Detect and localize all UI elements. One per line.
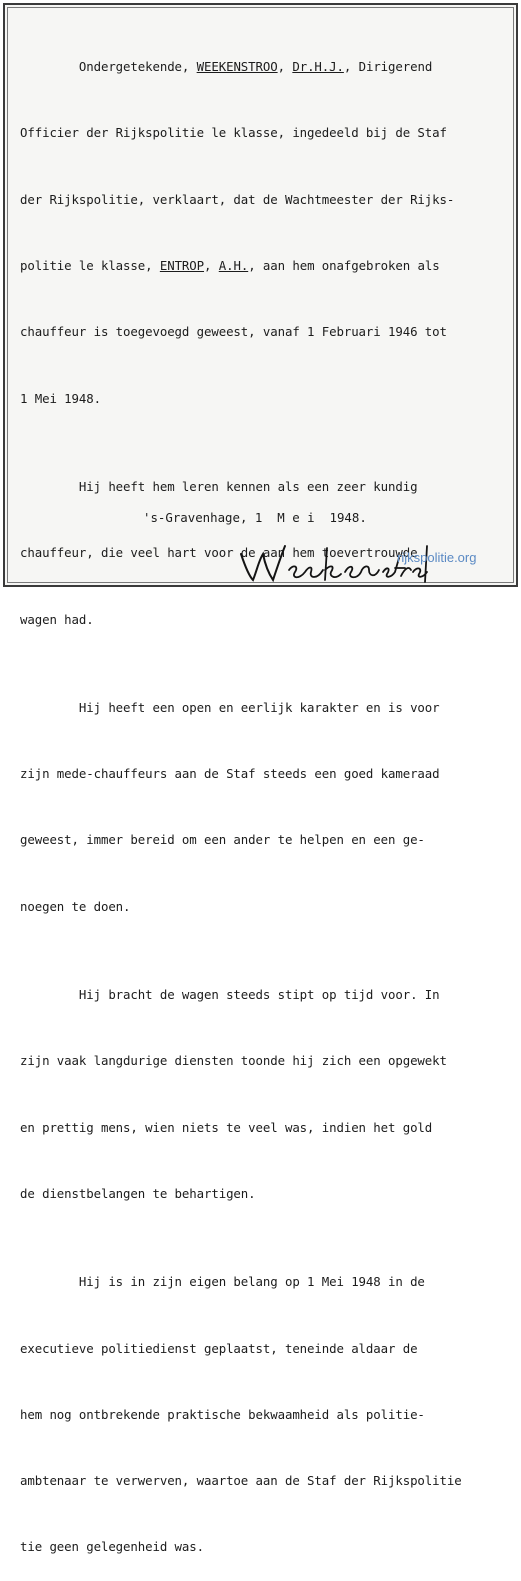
letter-line: noegen te doen. xyxy=(20,898,131,914)
letter-line: chauffeur, die veel hart voor de aan hem toevertrouwde xyxy=(20,545,418,561)
letter-body xyxy=(20,12,502,1581)
letter-line: 1 Mei 1948. xyxy=(20,390,101,406)
letter-line: en prettig mens, wien niets te veel was, indien het gold xyxy=(20,1119,433,1135)
text-run: , Dirigerend xyxy=(343,59,433,75)
letter-line xyxy=(20,56,502,78)
text-run: Ondergetekende, xyxy=(20,59,197,75)
letter-line xyxy=(20,255,502,277)
signatory-name: WEEKENSTROO xyxy=(196,59,278,75)
text-run: , xyxy=(204,258,219,274)
letter-line: zijn vaak langdurige diensten toonde hij zich een opgewekt xyxy=(20,1053,447,1069)
text-run: , aan hem onafgebroken als xyxy=(248,258,440,274)
letter-line: zijn mede-chauffeurs aan de Staf steeds een goed kameraad xyxy=(20,766,440,782)
letter-line: der Rijkspolitie, verklaart, dat de Wachtmeester der Rijks- xyxy=(20,191,455,207)
letter-line: wagen had. xyxy=(20,611,94,627)
letter-line: Hij bracht de wagen steeds stipt op tijd voor. In xyxy=(20,987,440,1003)
subject-initials: A.H. xyxy=(218,258,249,274)
letter-line: hem nog ontbrekende praktische bekwaamheid als politie- xyxy=(20,1406,425,1422)
letter-line: executieve politiedienst geplaatst, teneinde aldaar de xyxy=(20,1340,418,1356)
letter-line: Hij heeft hem leren kennen als een zeer kundig xyxy=(20,478,418,494)
letter-line: tie geen gelegenheid was. xyxy=(20,1539,204,1555)
letter-line: Hij is in zijn eigen belang op 1 Mei 1948 in de xyxy=(20,1274,425,1290)
place-and-date: 's-Gravenhage, 1 M e i 1948. xyxy=(143,510,367,525)
letter-line: ambtenaar te verwerven, waartoe aan de Staf der Rijkspolitie xyxy=(20,1473,462,1489)
watermark-text: rijkspolitie.org xyxy=(397,550,477,565)
signatory-initials: Dr.H.J. xyxy=(292,59,344,75)
letter-line: chauffeur is toegevoegd geweest, vanaf 1 Februari 1946 tot xyxy=(20,324,447,340)
subject-name: ENTROP xyxy=(159,258,205,274)
letter-line: Hij heeft een open en eerlijk karakter en is voor xyxy=(20,699,440,715)
text-run: , xyxy=(277,59,293,75)
letter-line: de dienstbelangen te behartigen. xyxy=(20,1185,256,1201)
text-run: politie le klasse, xyxy=(20,258,160,274)
letter-line: Officier der Rijkspolitie le klasse, ingedeeld bij de Staf xyxy=(20,125,447,141)
letter-line: geweest, immer bereid om een ander te helpen en een ge- xyxy=(20,832,425,848)
